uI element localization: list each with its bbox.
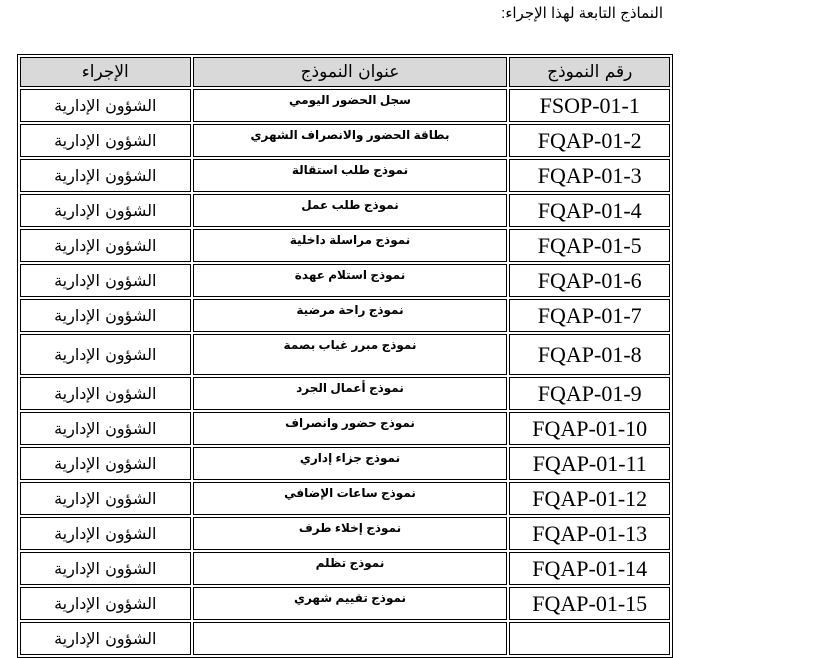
form-title-cell: نموذج مراسلة داخلية bbox=[193, 229, 508, 262]
form-title-cell: سجل الحضور اليومي bbox=[193, 89, 508, 122]
table-row bbox=[20, 299, 670, 332]
table-row bbox=[20, 622, 670, 655]
procedure-cell: الشؤون الإدارية bbox=[20, 587, 191, 620]
form-number-cell: FQAP-01-6 bbox=[509, 264, 670, 297]
procedure-cell: الشؤون الإدارية bbox=[20, 334, 191, 375]
procedure-cell: الشؤون الإدارية bbox=[20, 159, 191, 192]
form-number-cell: FQAP-01-4 bbox=[509, 194, 670, 227]
form-title-cell: نموذج طلب عمل bbox=[193, 194, 508, 227]
form-number-cell: FQAP-01-3 bbox=[509, 159, 670, 192]
form-number-cell: FQAP-01-14 bbox=[509, 552, 670, 585]
header-procedure: الإجراء bbox=[20, 57, 191, 87]
procedure-cell: الشؤون الإدارية bbox=[20, 482, 191, 515]
form-number-cell: FQAP-01-10 bbox=[509, 412, 670, 445]
procedure-cell: الشؤون الإدارية bbox=[20, 264, 191, 297]
form-number-cell: FQAP-01-2 bbox=[509, 124, 670, 157]
form-title-cell: نموذج ساعات الإضافي bbox=[193, 482, 508, 515]
table-row bbox=[20, 159, 670, 192]
procedure-cell: الشؤون الإدارية bbox=[20, 194, 191, 227]
form-title-cell: بطاقة الحضور والانصراف الشهري bbox=[193, 124, 508, 157]
table-row bbox=[20, 89, 670, 122]
table-row bbox=[20, 517, 670, 550]
table-row bbox=[20, 482, 670, 515]
form-number-cell: FQAP-01-15 bbox=[509, 587, 670, 620]
form-title-cell bbox=[193, 622, 508, 655]
procedure-cell: الشؤون الإدارية bbox=[20, 89, 191, 122]
forms-heading: النماذج التابعة لهذا الإجراء: bbox=[501, 5, 663, 22]
form-number-cell: FQAP-01-5 bbox=[509, 229, 670, 262]
procedure-cell: الشؤون الإدارية bbox=[20, 229, 191, 262]
form-title-cell: نموذج تظلم bbox=[193, 552, 508, 585]
forms-table-container bbox=[17, 54, 673, 648]
procedure-cell: الشؤون الإدارية bbox=[20, 447, 191, 480]
procedure-cell: الشؤون الإدارية bbox=[20, 517, 191, 550]
form-number-cell: FQAP-01-7 bbox=[509, 299, 670, 332]
table-row bbox=[20, 334, 670, 375]
table-row bbox=[20, 229, 670, 262]
form-title-cell: نموذج راحة مرضية bbox=[193, 299, 508, 332]
form-title-cell: نموذج طلب استقالة bbox=[193, 159, 508, 192]
form-title-cell: نموذج إخلاء طرف bbox=[193, 517, 508, 550]
form-number-cell: FSOP-01-1 bbox=[509, 89, 670, 122]
procedure-cell: الشؤون الإدارية bbox=[20, 299, 191, 332]
form-number-cell: FQAP-01-13 bbox=[509, 517, 670, 550]
form-number-cell bbox=[509, 622, 670, 655]
table-header-row bbox=[20, 57, 670, 87]
form-title-cell: نموذج تقييم شهري bbox=[193, 587, 508, 620]
header-form-number: رقم النموذج bbox=[509, 57, 670, 87]
forms-table bbox=[17, 54, 673, 658]
table-row bbox=[20, 264, 670, 297]
table-row bbox=[20, 412, 670, 445]
form-number-cell: FQAP-01-11 bbox=[509, 447, 670, 480]
table-row bbox=[20, 552, 670, 585]
form-number-cell: FQAP-01-8 bbox=[509, 334, 670, 375]
table-row bbox=[20, 587, 670, 620]
form-title-cell: نموذج استلام عهدة bbox=[193, 264, 508, 297]
form-title-cell: نموذج جزاء إداري bbox=[193, 447, 508, 480]
table-row bbox=[20, 194, 670, 227]
table-row bbox=[20, 447, 670, 480]
procedure-cell: الشؤون الإدارية bbox=[20, 412, 191, 445]
procedure-cell: الشؤون الإدارية bbox=[20, 622, 191, 655]
table-row bbox=[20, 124, 670, 157]
form-number-cell: FQAP-01-12 bbox=[509, 482, 670, 515]
form-title-cell: نموذج حضور وانصراف bbox=[193, 412, 508, 445]
procedure-cell: الشؤون الإدارية bbox=[20, 552, 191, 585]
form-title-cell: نموذج أعمال الجرد bbox=[193, 377, 508, 410]
procedure-cell: الشؤون الإدارية bbox=[20, 124, 191, 157]
header-form-title: عنوان النموذج bbox=[193, 57, 508, 87]
procedure-cell: الشؤون الإدارية bbox=[20, 377, 191, 410]
form-number-cell: FQAP-01-9 bbox=[509, 377, 670, 410]
form-title-cell: نموذج مبرر غياب بصمة bbox=[193, 334, 508, 375]
table-row bbox=[20, 377, 670, 410]
